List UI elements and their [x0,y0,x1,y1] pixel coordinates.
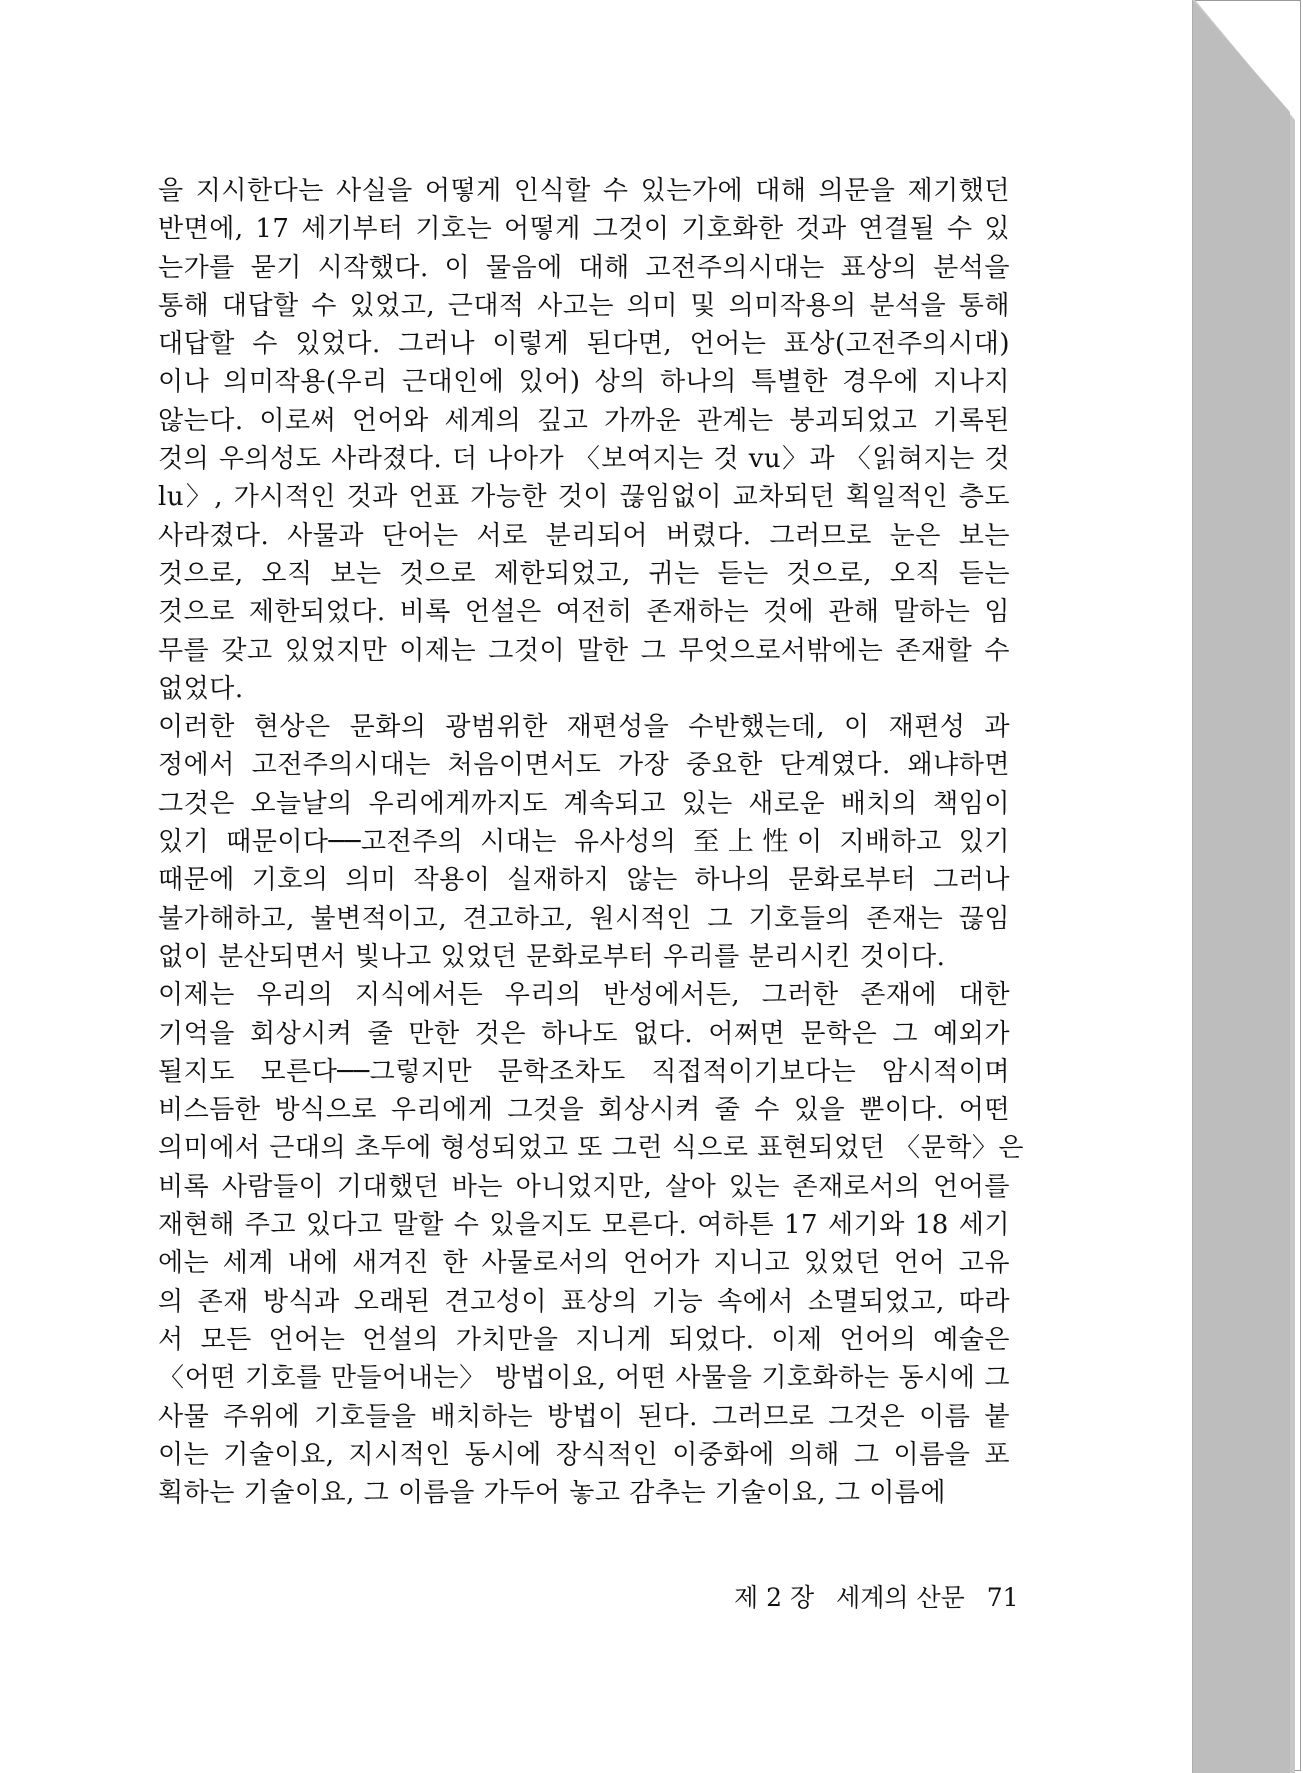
text-line: 서 모든 언어는 언설의 가치만을 지니게 되었다. 이제 언어의 예술은 [158,1324,1010,1355]
body-text [158,172,1024,1512]
text-line: 없이 분산되면서 빛나고 있었던 문화로부터 우리를 분리시킨 것이다. [158,941,946,972]
text-line: 않는다. 이로써 언어와 세계의 깊고 가까운 관계는 붕괴되었고 기록된 [158,405,1010,436]
text-line: 정에서 고전주의시대는 처음이면서도 가장 중요한 단계였다. 왜냐하면 [158,750,1010,781]
page-number: 71 [986,1583,1019,1612]
text-line: 그것은 오늘날의 우리에게까지도 계속되고 있는 새로운 배치의 책임이 [158,788,1010,819]
book-side-shade [1192,0,1290,1773]
paragraph [158,708,1010,976]
text-line: 재현해 주고 있다고 말할 수 있을지도 모른다. 여하튼 17 세기와 18 세기 [158,1210,1010,1241]
text-line: 의미에서 근대의 초두에 형성되었고 또 그런 식으로 표현되었던 〈문학〉은 [158,1133,1024,1164]
text-line: 이는 기술이요, 지시적인 동시에 장식적인 이중화에 의해 그 이름을 포 [158,1439,1010,1470]
text-line: 것으로 제한되었다. 비록 언설은 여전히 존재하는 것에 관해 말하는 임 [158,597,1010,628]
text-line: 없었다. [158,673,244,704]
text-line: 에는 세계 내에 새겨진 한 사물로서의 언어가 지니고 있었던 언어 고유 [158,1248,1010,1279]
paragraph [158,976,1024,1512]
text-line: 불가해하고, 불변적이고, 견고하고, 원시적인 그 기호들의 존재는 끊임 [158,903,1010,934]
text-line: 무를 갖고 있었지만 이제는 그것이 말한 그 무엇으로서밖에는 존재할 수 [158,635,1010,666]
text-line: 비록 사람들이 기대했던 바는 아니었지만, 살아 있는 존재로서의 언어를 [158,1171,1010,1202]
text-line: 사물 주위에 기호들을 배치하는 방법이 된다. 그러므로 그것은 이름 붙 [158,1401,1010,1432]
text-line: 것의 우의성도 사라졌다. 더 나아가 〈보여지는 것 vu〉과 〈읽혀지는 것 [158,444,1010,475]
text-line: 이나 의미작용(우리 근대인에 있어) 상의 하나의 특별한 경우에 지나지 [158,367,1010,398]
text-line: 될지도 모른다──그렇지만 문학조차도 직접적이기보다는 암시적이며 [158,1056,1010,1087]
text-line: 때문에 기호의 의미 작용이 실재하지 않는 하나의 문화로부터 그러나 [158,865,1010,896]
text-line: 것으로, 오직 보는 것으로 제한되었고, 귀는 듣는 것으로, 오직 듣는 [158,558,1010,589]
text-line: lu〉, 가시적인 것과 언표 가능한 것이 끊임없이 교차되던 획일적인 층도 [158,482,1010,513]
text-line: 반면에, 17 세기부터 기호는 어떻게 그것이 기호화한 것과 연결될 수 있 [158,214,1010,245]
text-line: 사라졌다. 사물과 단어는 서로 분리되어 버렸다. 그러므로 눈은 보는 [158,520,1010,551]
text-line: 는가를 묻기 시작했다. 이 물음에 대해 고전주의시대는 표상의 분석을 [158,252,1010,283]
chapter-title: 세계의 산문 [836,1583,965,1612]
text-line: 비스듬한 방식으로 우리에게 그것을 회상시켜 줄 수 있을 뿐이다. 어떤 [158,1095,1010,1126]
paragraph [158,172,1010,708]
text-line: 을 지시한다는 사실을 어떻게 인식할 수 있는가에 대해 의문을 제기했던 [158,176,1010,206]
text-line: 이제는 우리의 지식에서든 우리의 반성에서든, 그러한 존재에 대한 [158,980,1010,1011]
chapter-label: 제 2 장 [734,1583,815,1612]
text-line: 기억을 회상시켜 줄 만한 것은 하나도 없다. 어쩌면 문학은 그 예외가 [158,1018,1010,1049]
text-line: 있기 때문이다──고전주의 시대는 유사성의 至上性이 지배하고 있기 [158,827,1010,858]
text-line: 대답할 수 있었다. 그러나 이렇게 된다면, 언어는 표상(고전주의시대) [158,329,1010,360]
text-line: 이러한 현상은 문화의 광범위한 재편성을 수반했는데, 이 재편성 과 [158,712,1010,743]
text-line: 의 존재 방식과 오래된 견고성이 표상의 기능 속에서 소멸되었고, 따라 [158,1286,1010,1317]
text-line: 획하는 기술이요, 그 이름을 가두어 놓고 감추는 기술이요, 그 이름에 [158,1478,947,1509]
text-line: 〈어떤 기호를 만들어내는〉 방법이요, 어떤 사물을 기호화하는 동시에 그 [158,1363,1010,1394]
text-line: 통해 대답할 수 있었고, 근대적 사고는 의미 및 의미작용의 분석을 통해 [158,290,1010,321]
page-footer [720,1578,1019,1614]
